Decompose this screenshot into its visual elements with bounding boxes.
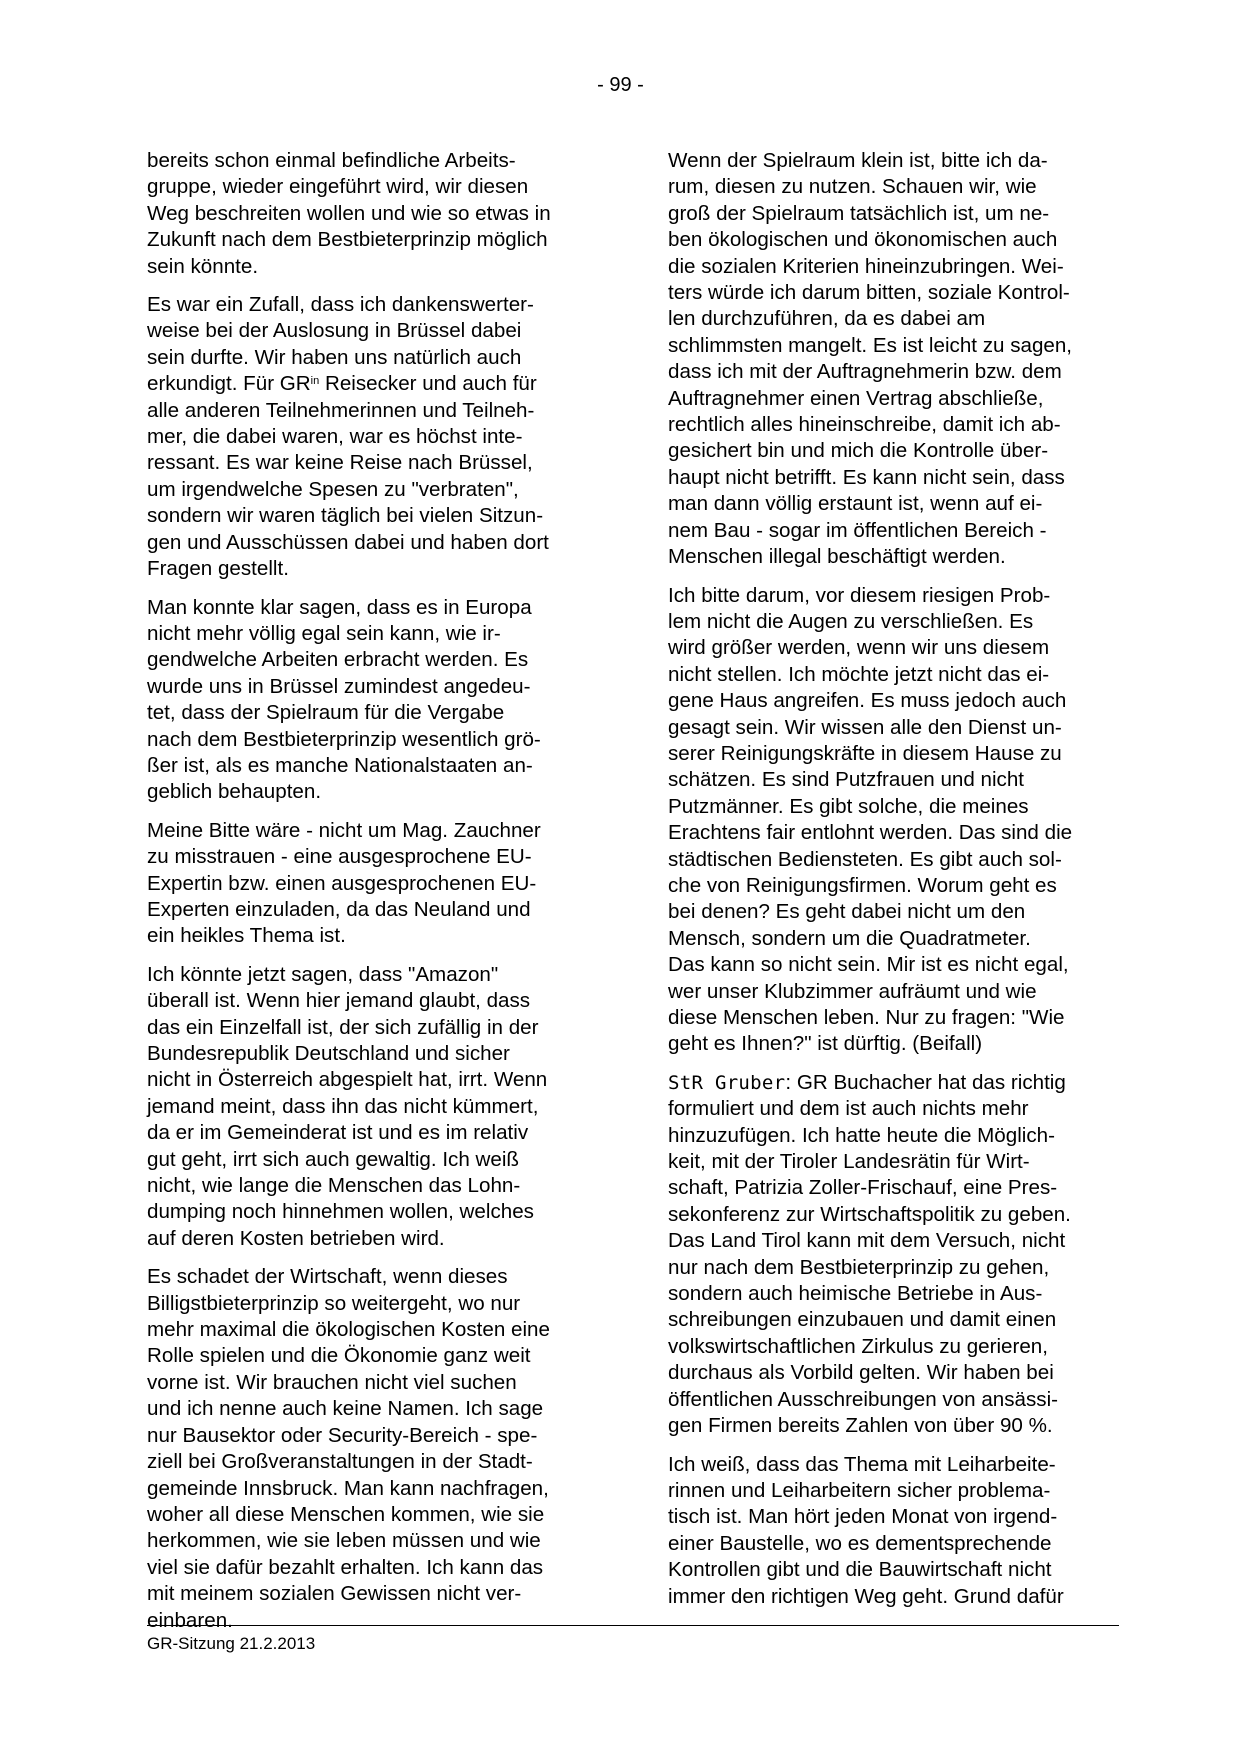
- text-line: bereits schon einmal befindliche Arbeits-: [147, 149, 516, 172]
- text-line: nicht in Österreich abgespielt hat, irrt. Wenn: [147, 1068, 548, 1092]
- text-line: zu misstrauen - eine ausgesprochene EU-: [147, 845, 532, 869]
- footer-divider: [147, 1625, 1119, 1626]
- footer-text: GR-Sitzung 21.2.2013: [147, 1634, 316, 1653]
- text-line: schaft, Patrizia Zoller-Frischauf, eine Pres-: [668, 1176, 1058, 1200]
- text-line: und ich nenne auch keine Namen. Ich sage: [147, 1397, 544, 1421]
- text-line: Rolle spielen und die Ökonomie ganz weit: [147, 1344, 531, 1368]
- text-line: die sozialen Kriterien hineinzubringen. Wei-: [668, 254, 1064, 278]
- text-line: gruppe, wieder eingeführt wird, wir diesen: [147, 175, 529, 199]
- text-line: mer, die dabei waren, war es höchst inte-: [147, 425, 523, 449]
- text-line: sondern auch heimische Betriebe in Aus-: [668, 1282, 1043, 1306]
- text-line: gemeinde Innsbruck. Man kann nachfragen,: [147, 1476, 549, 1500]
- paragraph: [147, 1264, 599, 1634]
- paragraph: [147, 962, 599, 1252]
- text-line: Experten einzuladen, da das Neuland und: [147, 897, 531, 921]
- text-line: gendwelche Arbeiten erbracht werden. Es: [147, 648, 529, 672]
- text-line: auf deren Kosten betrieben wird.: [147, 1226, 445, 1250]
- text-line: Bundesrepublik Deutschland und sicher: [147, 1042, 510, 1065]
- text-line: Es schadet der Wirtschaft, wenn dieses: [147, 1265, 508, 1289]
- text-line: lem nicht die Augen zu verschließen. Es: [668, 609, 1034, 633]
- text-line: Es war ein Zufall, dass ich dankenswerter-: [147, 293, 534, 317]
- text-line: ben ökologischen und ökonomischen auch: [668, 228, 1058, 252]
- text-line: volkswirtschaftlichen Zirkulus zu gerieren,: [668, 1334, 1048, 1358]
- text-line: gene Haus angreifen. Es muss jedoch auch: [668, 689, 1067, 713]
- text-line: keit, mit der Tiroler Landesrätin für Wirt-: [668, 1150, 1030, 1174]
- text-line: nicht stellen. Ich möchte jetzt nicht das ei-: [668, 662, 1050, 686]
- text-line: geht es Ihnen?" ist dürftig. (Beifall): [668, 1032, 983, 1056]
- text-line: gesichert bin und mich die Kontrolle über-: [668, 439, 1049, 463]
- text-line: gen Firmen bereits Zahlen von über 90 %.: [668, 1414, 1053, 1438]
- text-line: nach dem Bestbieterprinzip wesentlich grö-: [147, 727, 541, 751]
- text-line: woher all diese Menschen kommen, wie sie: [147, 1502, 545, 1526]
- paragraph: [147, 148, 599, 280]
- text-line: alle anderen Teilnehmerinnen und Teilneh-: [147, 398, 535, 422]
- text-line: Man konnte klar sagen, dass es in Europa: [147, 595, 532, 619]
- text-line: Wenn der Spielraum klein ist, bitte ich da-: [668, 149, 1048, 172]
- text-line: wurde uns in Brüssel zumindest angedeu-: [147, 674, 531, 698]
- text-line: len durchzuführen, da es dabei am: [668, 307, 986, 331]
- right-column: [668, 148, 1120, 1622]
- text-line: Fragen gestellt.: [147, 557, 289, 581]
- text-line: immer den richtigen Weg geht. Grund dafür: [668, 1584, 1064, 1608]
- text-line: Kontrollen gibt und die Bauwirtschaft nicht: [668, 1558, 1052, 1582]
- text-line: ßer ist, als es manche Nationalstaaten an-: [147, 753, 533, 777]
- text-line: öffentlichen Ausschreibungen von ansässi-: [668, 1387, 1059, 1411]
- text-line: wer unser Klubzimmer aufräumt und wie: [668, 979, 1037, 1003]
- text-line: dass ich mit der Auftragnehmerin bzw. dem: [668, 360, 1062, 384]
- text-line: [147, 371, 599, 397]
- text-line: diese Menschen leben. Nur zu fragen: "Wie: [668, 1006, 1065, 1029]
- text-line: Menschen illegal beschäftigt werden.: [668, 545, 1006, 569]
- text-line: gen und Ausschüssen dabei und haben dort: [147, 530, 549, 554]
- left-column: [147, 148, 599, 1646]
- text-line: sein durfte. Wir haben uns natürlich auch: [147, 345, 522, 369]
- text-line: geblich behaupten.: [147, 780, 322, 804]
- text-line: Meine Bitte wäre - nicht um Mag. Zauchner: [147, 818, 541, 842]
- text-line: mit meinem sozialen Gewissen nicht ver-: [147, 1582, 522, 1606]
- text-line: Das Land Tirol kann mit dem Versuch, nicht: [668, 1229, 1066, 1253]
- text-line: nur nach dem Bestbieterprinzip zu gehen,: [668, 1255, 1050, 1279]
- text-line: vorne ist. Wir brauchen nicht viel suchen: [147, 1370, 517, 1394]
- text-line: durchaus als Vorbild gelten. Wir haben bei: [668, 1361, 1054, 1385]
- text-line: Expertin bzw. einen ausgesprochenen EU-: [147, 871, 537, 895]
- text-line: Das kann so nicht sein. Mir ist es nicht egal,: [668, 953, 1069, 977]
- text-line: ein heikles Thema ist.: [147, 924, 346, 948]
- text-line: man dann völlig erstaunt ist, wenn auf ei-: [668, 492, 1043, 516]
- text-line: einer Baustelle, wo es dementsprechende: [668, 1531, 1052, 1555]
- text-line: nur Bausektor oder Security-Bereich - spe-: [147, 1423, 538, 1447]
- text-line: [668, 1070, 1120, 1096]
- text-line: Ich weiß, dass das Thema mit Leiharbeite-: [668, 1452, 1056, 1476]
- text-fragment: erkundigt. Für GR: [147, 372, 311, 396]
- text-line: nem Bau - sogar im öffentlichen Bereich -: [668, 518, 1047, 542]
- paragraph: [668, 583, 1120, 1058]
- text-line: haupt nicht betrifft. Es kann nicht sein, dass: [668, 465, 1065, 489]
- text-line: ters würde ich darum bitten, soziale Kontrol-: [668, 281, 1070, 305]
- speaker-name: StR Gruber: [668, 1071, 786, 1094]
- paragraph: [147, 292, 599, 582]
- text-line: herkommen, wie sie leben müssen und wie: [147, 1529, 541, 1553]
- text-line: Mensch, sondern um die Quadratmeter.: [668, 926, 1031, 950]
- text-line: schreibungen einzubauen und damit einen: [668, 1308, 1057, 1332]
- text-line: tet, dass der Spielraum für die Vergabe: [147, 701, 505, 725]
- text-line: gut geht, irrt sich auch gewaltig. Ich weiß: [147, 1147, 520, 1171]
- text-line: Putzmänner. Es gibt solche, die meines: [668, 794, 1029, 818]
- text-line: um irgendwelche Spesen zu "verbraten",: [147, 477, 519, 501]
- text-line: Erachtens fair entlohnt werden. Das sind die: [668, 821, 1073, 845]
- text-line: mehr maximal die ökologischen Kosten eine: [147, 1318, 550, 1342]
- superscript: in: [310, 375, 320, 388]
- text-line: che von Reinigungsfirmen. Worum geht es: [668, 873, 1057, 897]
- paragraph: [668, 148, 1120, 571]
- text-line: formuliert und dem ist auch nichts mehr: [668, 1097, 1029, 1121]
- text-line: sekonferenz zur Wirtschaftspolitik zu geben.: [668, 1202, 1071, 1226]
- text-line: Ich bitte darum, vor diesem riesigen Prob-: [668, 583, 1051, 607]
- text-line: Auftragnehmer einen Vertrag abschließe,: [668, 386, 1044, 410]
- text-line: bei denen? Es geht dabei nicht um den: [668, 900, 1026, 924]
- text-line: rechtlich alles hineinschreibe, damit ich ab-: [668, 413, 1061, 437]
- text-line: städtischen Bediensteten. Es gibt auch sol-: [668, 847, 1062, 871]
- paragraph: [147, 595, 599, 806]
- text-line: sondern wir waren täglich bei vielen Sitzun-: [147, 504, 544, 528]
- text-line: Ich könnte jetzt sagen, dass "Amazon": [147, 962, 499, 986]
- text-line: Zukunft nach dem Bestbieterprinzip möglich: [147, 228, 548, 252]
- text-line: weise bei der Auslosung in Brüssel dabei: [147, 319, 522, 343]
- text-line: tisch ist. Man hört jeden Monat von irgend-: [668, 1505, 1058, 1529]
- text-line: serer Reinigungskräfte in diesem Hause zu: [668, 741, 1062, 765]
- paragraph: [668, 1070, 1120, 1440]
- text-line: dumping noch hinnehmen wollen, welches: [147, 1200, 534, 1224]
- text-line: überall ist. Wenn hier jemand glaubt, dass: [147, 989, 531, 1013]
- text-line: ziell bei Großveranstaltungen in der Stadt-: [147, 1450, 533, 1474]
- text-line: schlimmsten mangelt. Es ist leicht zu sagen,: [668, 333, 1073, 357]
- text-line: hinzuzufügen. Ich hatte heute die Möglich-: [668, 1123, 1055, 1147]
- text-fragment: Reisecker und auch für: [319, 372, 537, 396]
- text-line: schätzen. Es sind Putzfrauen und nicht: [668, 768, 1025, 792]
- text-line: gesagt sein. Wir wissen alle den Dienst un-: [668, 715, 1062, 739]
- text-line: groß der Spielraum tatsächlich ist, um ne-: [668, 201, 1050, 225]
- text-line: nicht, wie lange die Menschen das Lohn-: [147, 1174, 521, 1198]
- text-line: da er im Gemeinderat ist und es im relativ: [147, 1121, 529, 1145]
- text-fragment: : GR Buchacher hat das richtig: [785, 1070, 1066, 1094]
- text-line: Billigstbieterprinzip so weitergeht, wo nur: [147, 1291, 521, 1315]
- text-line: rum, diesen zu nutzen. Schauen wir, wie: [668, 175, 1037, 199]
- text-line: nicht mehr völlig egal sein kann, wie ir-: [147, 621, 501, 645]
- text-line: viel sie dafür bezahlt erhalten. Ich kann das: [147, 1555, 544, 1579]
- text-line: ressant. Es war keine Reise nach Brüssel,: [147, 451, 533, 475]
- paragraph: [147, 818, 599, 950]
- text-line: wird größer werden, wenn wir uns diesem: [668, 636, 1050, 660]
- text-line: sein könnte.: [147, 254, 259, 278]
- text-line: rinnen und Leiharbeitern sicher problema-: [668, 1478, 1051, 1502]
- text-line: das ein Einzelfall ist, der sich zufällig in der: [147, 1015, 539, 1039]
- text-line: einbaren.: [147, 1608, 233, 1632]
- text-line: Weg beschreiten wollen und wie so etwas in: [147, 201, 551, 225]
- text-line: jemand meint, dass ihn das nicht kümmert,: [147, 1094, 539, 1118]
- page-number: - 99 -: [597, 74, 644, 96]
- paragraph: [668, 1452, 1120, 1610]
